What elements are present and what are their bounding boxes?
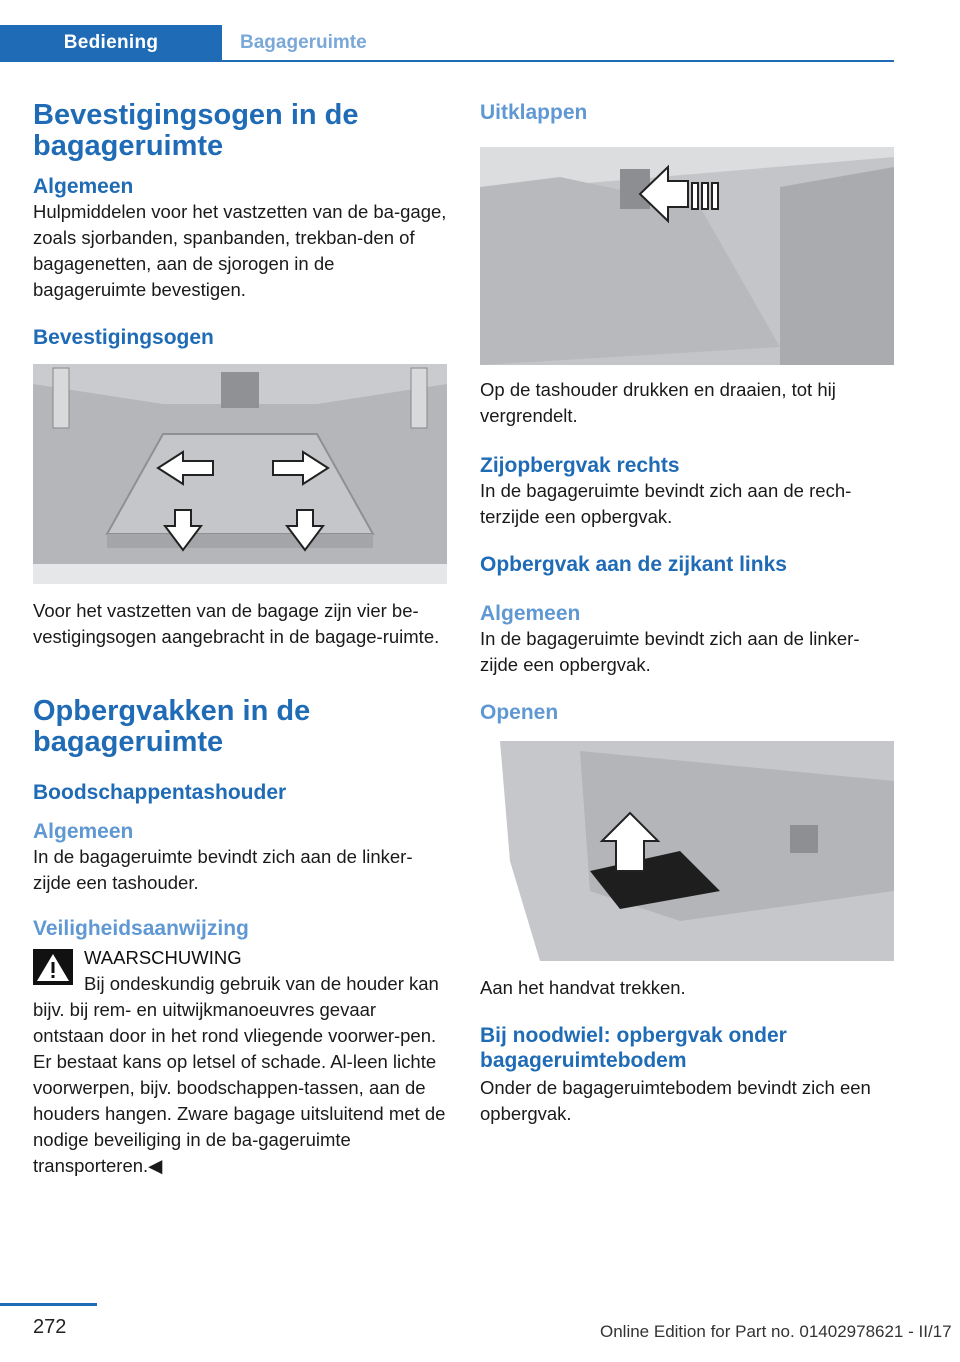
- heading-openen: Openen: [480, 701, 559, 724]
- bag-holder-illustration: [480, 147, 894, 365]
- caption-bevestigingsogen: Voor het vastzetten van de bagage zijn vier be-vestigingsogen aangebracht in de bagage-ruimte.: [33, 600, 440, 647]
- warning-block: [33, 945, 449, 1179]
- heading-noodwiel: Bij noodwiel: opbergvak onder bagageruimtebodem: [480, 1024, 787, 1072]
- edition-note: Online Edition for Part no. 01402978621 - II/17: [600, 1322, 952, 1341]
- paragraph-noodwiel: Onder de bagageruimtebodem bevindt zich een opbergvak.: [480, 1077, 871, 1124]
- warning-icon: [33, 949, 73, 985]
- paragraph-opbergvak-links: In de bagageruimte bevindt zich aan de linker-zijde een opbergvak.: [480, 628, 860, 675]
- heading-boodschappentashouder: Boodschappentashouder: [33, 781, 287, 804]
- heading-algemeen: Algemeen: [33, 175, 134, 198]
- footer-divider: [0, 1303, 97, 1306]
- trunk-lashing-eyes-image: [33, 364, 447, 584]
- paragraph-algemeen: Hulpmiddelen voor het vastzetten van de ba-gage, zoals sjorbanden, spanbanden, trekban-den of bagagenetten, aan de sjorogen in de bagageruimte bevestigen.: [33, 201, 447, 300]
- heading-veiligheidsaanwijzing: Veiligheidsaanwijzing: [33, 917, 249, 940]
- left-column: [33, 100, 449, 1179]
- tab-bediening[interactable]: Bediening: [0, 25, 222, 61]
- heading-zijopbergvak-rechts: Zijopbergvak rechts: [480, 454, 680, 477]
- tab-bagageruimte[interactable]: Bagageruimte: [240, 32, 367, 53]
- storage-illustration: [480, 741, 894, 961]
- heading-algemeen-tashouder: Algemeen: [33, 820, 134, 843]
- bag-holder-image: [480, 147, 894, 365]
- paragraph-zijopbergvak-rechts: In de bagageruimte bevindt zich aan de rech-terzijde een opbergvak.: [480, 480, 852, 527]
- heading-opbergvak-links: Opbergvak aan de zijkant links: [480, 553, 787, 576]
- storage-compartment-image: [480, 741, 894, 961]
- header-divider: [0, 60, 894, 62]
- warning-title: WAARSCHUWING: [84, 947, 242, 968]
- heading-bevestigingsogen: Bevestigingsogen: [33, 326, 214, 349]
- page-number: 272: [33, 1316, 67, 1338]
- caption-openen: Aan het handvat trekken.: [480, 977, 686, 998]
- section-title-opbergvakken: Opbergvakken in de bagageruimte: [33, 695, 311, 758]
- warning-text: Bij ondeskundig gebruik van de houder kan bijv. bij rem- en uitwijkmanoeuvres gevaar ontstaan door in het rond vliegende voorwer-pen. Er bestaat kans op letsel of schade. Al-leen lichte voorwerpen, bijv. boodschappen-tassen, aan de houders hangen. Zware bagage uitsluitend met de nodige beveiliging in de ba-gageruimte transporteren.◀: [33, 973, 446, 1176]
- section-title-bevestigingsogen: Bevestigingsogen in de bagageruimte: [33, 99, 359, 162]
- heading-uitklappen: Uitklappen: [480, 101, 588, 124]
- trunk-illustration: [33, 364, 447, 584]
- heading-algemeen-opbergvak: Algemeen: [480, 602, 581, 625]
- right-column: [480, 100, 896, 1127]
- caption-uitklappen: Op de tashouder drukken en draaien, tot hij vergrendelt.: [480, 379, 836, 426]
- paragraph-tashouder: In de bagageruimte bevindt zich aan de linker-zijde een tashouder.: [33, 846, 413, 893]
